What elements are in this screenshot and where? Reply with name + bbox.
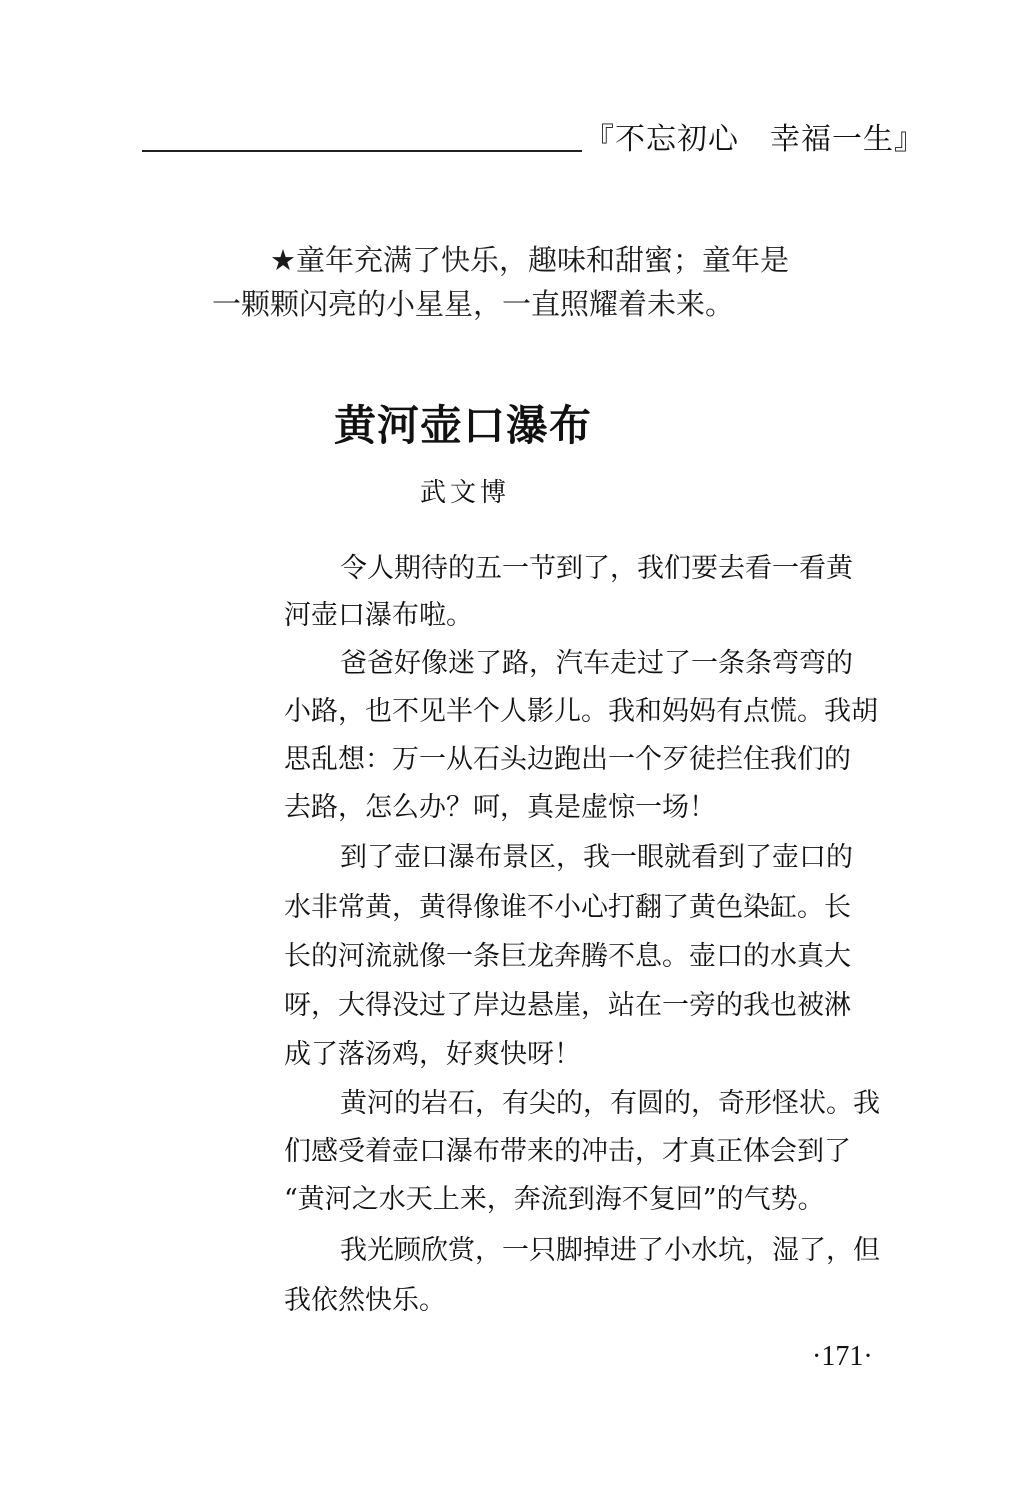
intro-line-2: 一颗颗闪亮的小星星，一直照耀着未来。 <box>212 287 735 321</box>
paragraph-line: 小路，也不见半个人影儿。我和妈妈有点慌。我胡 <box>284 696 878 727</box>
paragraph-line: 水非常黄，黄得像谁不小心打翻了黄色染缸。长 <box>284 892 851 923</box>
paragraph-line: 令人期待的五一节到了，我们要去看一看黄 <box>340 553 853 584</box>
paragraph-line: 成了落汤鸡，好爽快呀！ <box>284 1039 581 1070</box>
paragraph-line: 们感受着壶口瀑布带来的冲击，才真正体会到了 <box>284 1136 851 1167</box>
article-title: 黄河壶口瀑布 <box>334 401 593 450</box>
paragraph-line: 到了壶口瀑布景区，我一眼就看到了壶口的 <box>340 842 853 873</box>
page-number: ·171· <box>812 1341 873 1372</box>
intro-line-1: ★童年充满了快乐，趣味和甜蜜；童年是 <box>270 243 789 277</box>
paragraph-line: 思乱想：万一从石头边跑出一个歹徒拦住我们的 <box>284 744 851 775</box>
paragraph-line: 黄河的岩石，有尖的，有圆的，奇形怪状。我 <box>340 1088 880 1119</box>
paragraph-line: 爸爸好像迷了路，汽车走过了一条条弯弯的 <box>340 648 853 679</box>
paragraph-line: 长的河流就像一条巨龙奔腾不息。壶口的水真大 <box>284 941 851 972</box>
paragraph-line: 我光顾欣赏，一只脚掉进了小水坑，湿了，但 <box>340 1235 880 1266</box>
paragraph-line: 去路，怎么办？呵，真是虚惊一场！ <box>284 792 716 823</box>
paragraph-line: 呀，大得没过了岸边悬崖，站在一旁的我也被淋 <box>284 990 851 1021</box>
paragraph-line: 我依然快乐。 <box>284 1285 446 1316</box>
paragraph-line: “黄河之水天上来，奔流到海不复回”的气势。 <box>284 1184 825 1215</box>
running-header-title: 『不忘初心 幸福一生』 <box>584 122 925 157</box>
paragraph-line: 河壶口瀑布啦。 <box>284 600 473 631</box>
header-rule <box>142 150 582 152</box>
article-author: 武文博 <box>420 478 511 508</box>
